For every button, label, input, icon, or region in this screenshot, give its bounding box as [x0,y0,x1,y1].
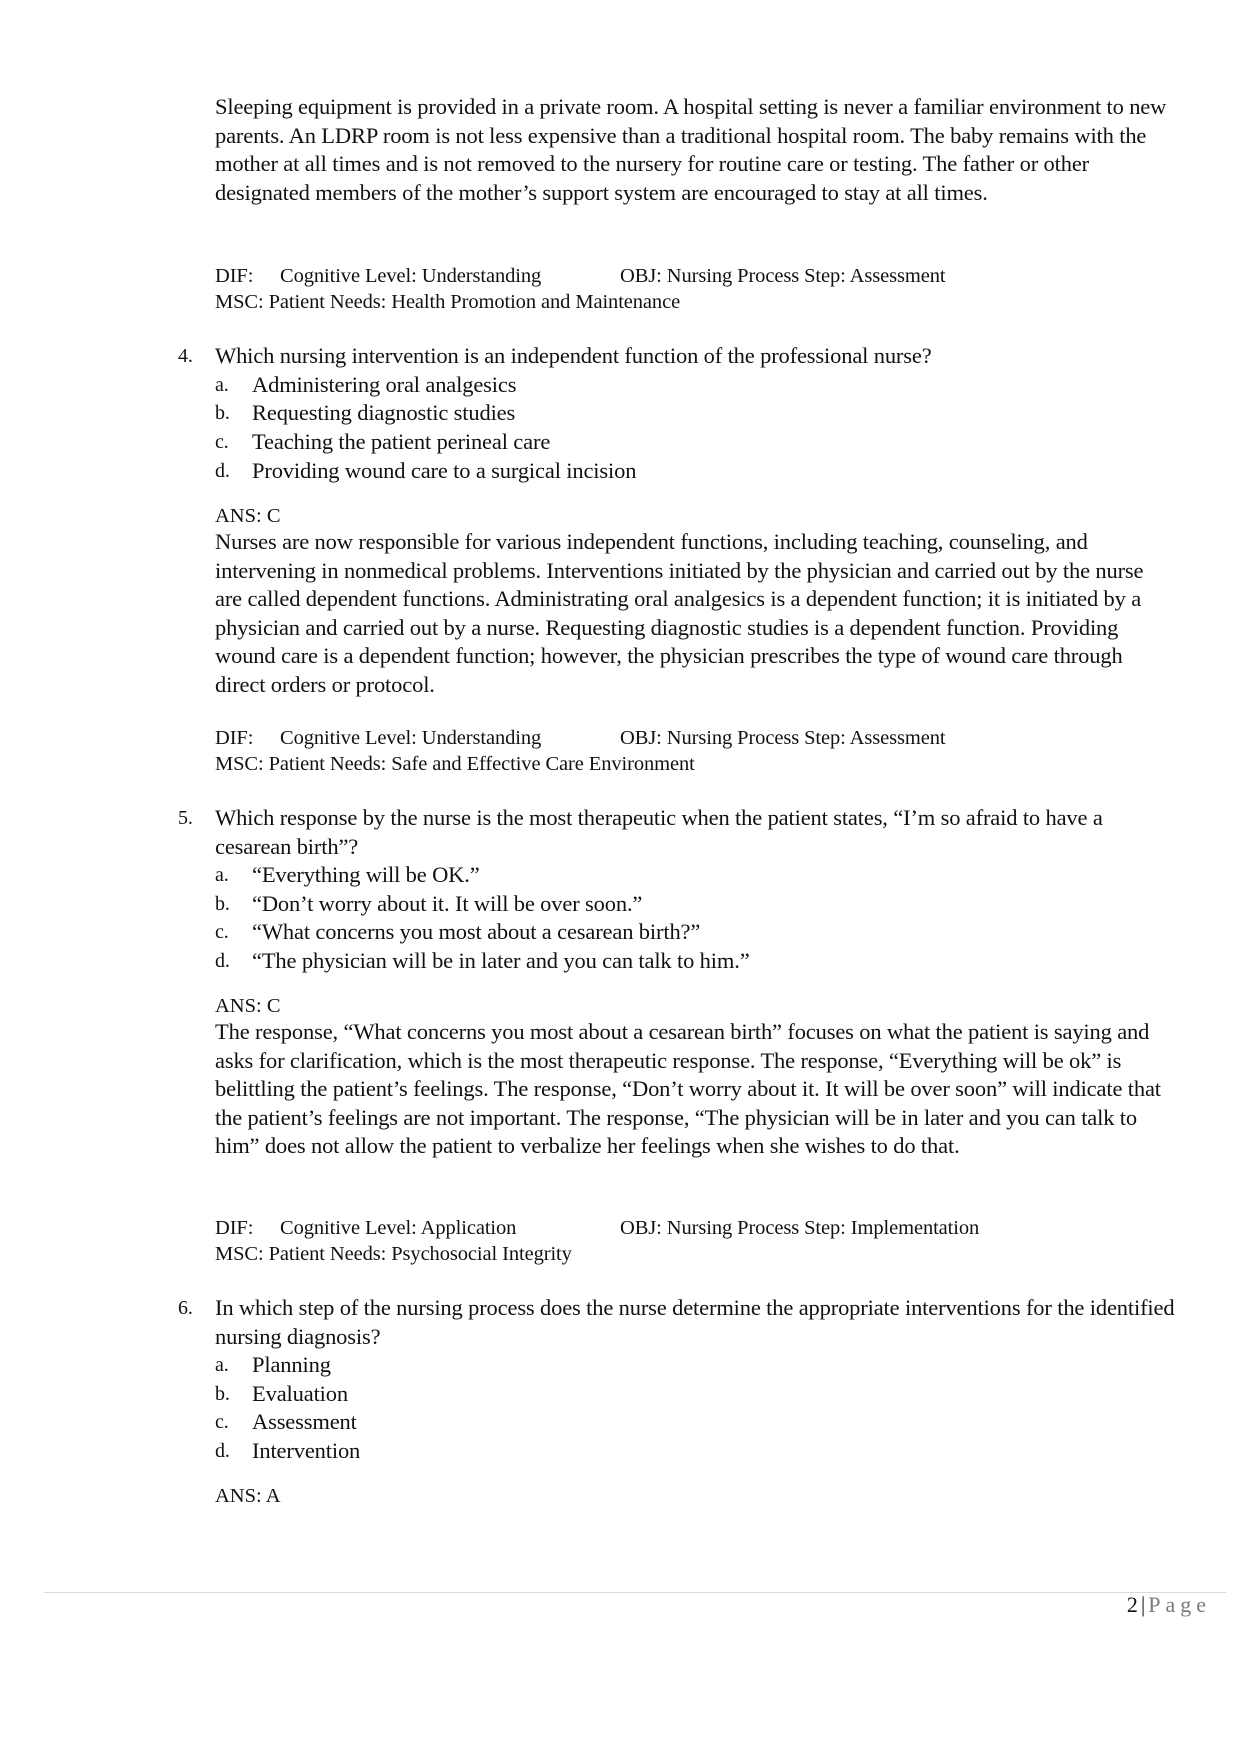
q5-obj: OBJ: Nursing Process Step: Implementation [620,1217,980,1239]
q5-rationale-block [215,1018,1175,1161]
question-5 [178,804,1178,976]
q3-rationale: Sleeping equipment is provided in a private room. A hospital setting is never a familiar environment to new parents. An LDRP room is not less expensive than a traditional hospital room. The baby remains with the mother at all times and is not removed to the nursery for routine care or testing. The father or other designated members of the mother’s support system are encouraged to stay at all times. [215,94,1167,205]
q5-meta [215,1215,1175,1267]
q5-dif: DIF: Cognitive Level: Application [215,1217,517,1239]
q5-rationale: The response, “What concerns you most about a cesarean birth” focuses on what the patient is saying and asks for clarification, which is the most therapeutic response. The response, “Everything will be ok” is belittling the patient’s feelings. The response, “Don’t worry about it. It will be over soon” will indicate that the patient’s feelings are not important. The response, “The physician will be in later and you can talk to him” does not allow the patient to verbalize her feelings when she wishes to do that. [215,1019,1161,1158]
q4-rationale-block [215,528,1175,699]
question-6 [178,1294,1178,1466]
option-d: d. Intervention [215,1438,361,1464]
option-a: a. Administering oral analgesics [215,371,517,397]
option-b: b. Requesting diagnostic studies [215,400,516,426]
q3-dif: DIF: Cognitive Level: Understanding [215,265,542,287]
option-a: a. Planning [215,1352,331,1377]
q4-answer: ANS: C [215,505,281,527]
page-separator: | [1140,1592,1146,1617]
option-d: d. Providing wound care to a surgical incision [215,457,637,483]
question-number: 6. [178,1297,193,1319]
question-number: 4. [178,345,193,367]
option-c: c. “What concerns you most about a cesarean birth?” [215,919,701,945]
q5-answer: ANS: C [215,995,281,1017]
q3-msc: MSC: Patient Needs: Health Promotion and Maintenance [215,291,681,313]
q3-obj: OBJ: Nursing Process Step: Assessment [620,265,946,287]
option-list [215,1351,1178,1466]
option-b: b. Evaluation [215,1380,348,1406]
q3-rationale-block [215,93,1175,207]
question-stem: Which response by the nurse is the most therapeutic when the patient states, “I’m so afraid to have a cesarean birth”? [215,805,1103,859]
q5-msc: MSC: Patient Needs: Psychosocial Integrity [215,1243,572,1265]
question-stem: Which nursing intervention is an independent function of the professional nurse? [215,343,932,368]
page-label: Page [1148,1592,1211,1617]
page-number-value: 2 [1126,1592,1138,1617]
option-c: c. Teaching the patient perineal care [215,428,551,454]
q4-obj: OBJ: Nursing Process Step: Assessment [620,727,946,749]
footer-divider [44,1592,1226,1593]
question-number: 5. [178,807,193,829]
q4-dif: DIF: Cognitive Level: Understanding [215,727,542,749]
option-list [215,371,1178,486]
question-4 [178,342,1178,485]
question-stem: In which step of the nursing process does the nurse determine the appropriate interventions for the identified nursing diagnosis? [215,1295,1175,1349]
q3-meta [215,263,1175,315]
q4-rationale: Nurses are now responsible for various independent functions, including teaching, counseling, and intervening in nonmedical problems. Interventions initiated by the physician and carried out by the nurse are called dependent functions. Administrating oral analgesics is a dependent function; it is initiated by a physician and carried out by a nurse. Requesting diagnostic studies is a dependent function. Providing wound care is a dependent function; however, the physician prescribes the type of wound care through direct orders or protocol. [215,529,1144,697]
q4-msc: MSC: Patient Needs: Safe and Effective Care Environment [215,753,695,775]
option-list [215,861,1178,976]
q6-answer: ANS: A [215,1485,281,1507]
q4-meta [215,725,1175,777]
option-b: b. “Don’t worry about it. It will be over soon.” [215,890,643,916]
option-d: d. “The physician will be in later and you can talk to him.” [215,948,750,974]
option-c: c. Assessment [215,1409,357,1435]
option-a: a. “Everything will be OK.” [215,862,480,887]
page-number [1127,1590,1211,1620]
